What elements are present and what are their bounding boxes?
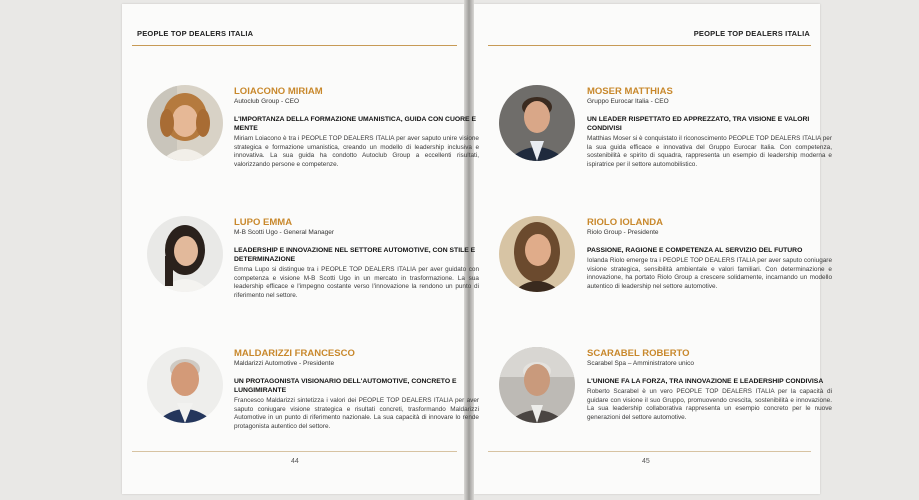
- dealer-role: Riolo Group - Presidente: [587, 229, 659, 236]
- right-page-header: PEOPLE TOP DEALERS ITALIA: [693, 29, 810, 38]
- dealer-headline: UN LEADER RISPETTATO ED APPREZZATO, TRA VISIONE E VALORI CONDIVISI: [587, 116, 810, 132]
- dealer-role: M-B Scotti Ugo - General Manager: [234, 229, 335, 236]
- left-header-rule: [132, 45, 457, 46]
- left-page-number: 44: [291, 458, 299, 465]
- portrait-photo-moser: [499, 85, 575, 161]
- portrait-photo-scarabel: [499, 347, 575, 423]
- dealer-description: Miriam Loiacono è tra i PEOPLE TOP DEALERS ITALIA per aver saputo unire visione strategica e formazione umanistica, creando un modello di leadership inclusiva e innovativa. La sua guida ha condotto Autoclub Group a eccellenti risultati, valorizzando persone e competenze.: [234, 135, 479, 168]
- dealer-description: Iolanda Riolo emerge tra i PEOPLE TOP DEALERS ITALIA per aver saputo coniugare visione strategica, sensibilità ambientale e valori familiari. Con determinazione e innovazione, ha portato Riolo Group a crescere solidamente, incarnando un modello autentico di leadership nel settore automotive.: [587, 257, 832, 290]
- dealer-name: RIOLO IOLANDA: [587, 217, 663, 228]
- dealer-entry-loiacono: [234, 86, 479, 169]
- dealer-headline: LEADERSHIP E INNOVAZIONE NEL SETTORE AUTOMOTIVE, CON STILE E DETERMINAZIONE: [234, 247, 476, 263]
- dealer-description: Roberto Scarabel è un vero PEOPLE TOP DEALERS ITALIA per la capacità di guidare con visione il suo Gruppo, promuovendo crescita, sostenibilità e innovazione. La sua leadership collaborativa rappresenta un esempio concreto per le nuove generazioni del settore automotive.: [587, 388, 832, 421]
- dealer-description: Francesco Maldarizzi sintetizza i valori dei PEOPLE TOP DEALERS ITALIA per aver saputo coniugare visione strategica e risultati concreti, trasformando Maldarizzi Automotive in un punto di riferimento nazionale. La sua capacità di innovare lo rende protagonista autentico del settore.: [234, 397, 479, 430]
- dealer-role: Autoclub Group - CEO: [234, 98, 300, 105]
- dealer-headline: PASSIONE, RAGIONE E COMPETENZA AL SERVIZIO DEL FUTURO: [587, 247, 803, 254]
- portrait-photo-riolo: [499, 216, 575, 292]
- dealer-headline: L'UNIONE FA LA FORZA, TRA INNOVAZIONE E LEADERSHIP CONDIVISA: [587, 378, 824, 385]
- right-header-rule: [488, 45, 811, 46]
- dealer-headline: L'IMPORTANZA DELLA FORMAZIONE UMANISTICA, GUIDA CON CUORE E MENTE: [234, 116, 477, 132]
- dealer-name: LOIACONO MIRIAM: [234, 86, 323, 97]
- dealer-entry-moser: [587, 86, 832, 169]
- dealer-name: LUPO EMMA: [234, 217, 293, 228]
- dealer-headline: UN PROTAGONISTA VISIONARIO DELL'AUTOMOTIVE, CONCRETO E LUNGIMIRANTE: [234, 378, 457, 394]
- right-page-number: 45: [642, 458, 650, 465]
- portrait-photo-lupo: [147, 216, 223, 292]
- dealer-description: Emma Lupo si distingue tra i PEOPLE TOP DEALERS ITALIA per aver guidato con competenza e visione M-B Scotti Ugo in un mercato in trasformazione. La sua leadership efficace e l'impegno costante verso l'innovazione la rendono un punto di riferimento nel settore.: [234, 266, 479, 299]
- dealer-name: SCARABEL ROBERTO: [587, 348, 690, 359]
- portrait-photo-loiacono: [147, 85, 223, 161]
- dealer-description: Matthias Moser si è conquistato il riconoscimento PEOPLE TOP DEALERS ITALIA per la sua guida efficace e innovativa del Gruppo Eurocar Italia. Con competenza, sostenibilità e spirito di squadra, rappresenta un esempio di leadership moderna e ispiratrice per il settore automobilistico.: [587, 135, 832, 168]
- dealer-name: MALDARIZZI FRANCESCO: [234, 348, 355, 359]
- dealer-name: MOSER MATTHIAS: [587, 86, 673, 97]
- dealer-entry-riolo: [587, 217, 832, 291]
- right-footer-rule: [488, 451, 811, 452]
- dealer-role: Maldarizzi Automotive - Presidente: [234, 360, 335, 367]
- left-page-header: PEOPLE TOP DEALERS ITALIA: [137, 29, 254, 38]
- dealer-entry-maldarizzi: [234, 348, 479, 431]
- dealer-entry-scarabel: [587, 348, 832, 422]
- portrait-photo-maldarizzi: [147, 347, 223, 423]
- dealer-role: Gruppo Eurocar Italia - CEO: [587, 98, 669, 105]
- left-footer-rule: [132, 451, 457, 452]
- dealer-entry-lupo: [234, 217, 479, 300]
- dealer-role: Scarabel Spa – Amministratore unico: [587, 360, 694, 367]
